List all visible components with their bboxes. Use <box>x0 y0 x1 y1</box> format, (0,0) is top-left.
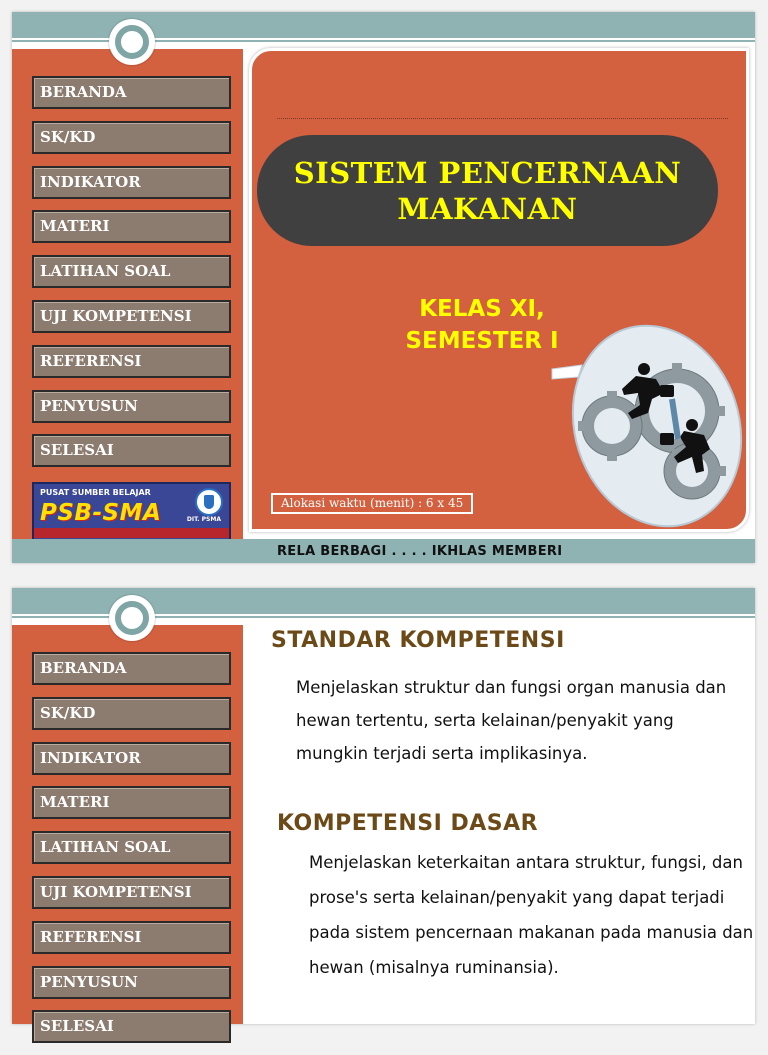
menu-skkd-button[interactable]: SK/KD <box>32 121 231 154</box>
logo-main-text: PSB-SMA <box>40 500 162 526</box>
menu-indikator-button[interactable]: INDIKATOR <box>32 166 231 199</box>
standar-kompetensi-text: Menjelaskan struktur dan fungsi organ manusia dan hewan tertentu, serta kelainan/penyakit yang mungkin terjadi serta implikasinya. <box>296 678 727 763</box>
menu-penyusun-button[interactable]: PENYUSUN <box>32 966 231 999</box>
menu-selesai-button[interactable]: SELESAI <box>32 434 231 467</box>
emblem-icon <box>195 488 223 516</box>
nav-menu <box>32 76 231 479</box>
kelas-line-1: KELAS XI, <box>419 296 545 322</box>
emblem-label: DIT. PSMA <box>186 516 221 523</box>
kompetensi-dasar-text: Menjelaskan keterkaitan antara struktur, fungsi, dan prose's serta kelainan/penyakit yang dapat terjadi pada sistem pencernaan makanan pada manusia dan hewan (misalnya ruminansia). <box>309 853 754 977</box>
title-line-2: MAKANAN <box>397 191 578 226</box>
menu-materi-button[interactable]: MATERI <box>32 786 231 819</box>
logo-top-text: PUSAT SUMBER BELAJAR <box>40 488 151 497</box>
menu-skkd-button[interactable]: SK/KD <box>32 697 231 730</box>
standar-kompetensi-heading: STANDAR KOMPETENSI <box>271 628 565 653</box>
menu-referensi-button[interactable]: REFERENSI <box>32 921 231 954</box>
title-banner <box>257 135 718 246</box>
menu-latihan-soal-button[interactable]: LATIHAN SOAL <box>32 831 231 864</box>
sidebar <box>12 625 243 1036</box>
page-title <box>294 155 682 227</box>
title-card <box>249 48 749 532</box>
menu-materi-button[interactable]: MATERI <box>32 210 231 243</box>
content-area <box>252 625 755 1024</box>
slide-title <box>12 12 755 563</box>
slide-sk-kd <box>12 588 755 1036</box>
menu-penyusun-button[interactable]: PENYUSUN <box>32 390 231 423</box>
ring-ornament-icon <box>109 19 155 65</box>
dotted-divider <box>277 118 728 119</box>
nav-menu <box>32 652 231 1055</box>
sidebar <box>12 49 243 539</box>
logo-stripe <box>34 528 229 538</box>
kompetensi-dasar-heading: KOMPETENSI DASAR <box>277 811 539 836</box>
ring-ornament-icon <box>109 595 155 641</box>
menu-beranda-button[interactable]: BERANDA <box>32 652 231 685</box>
time-allocation-label: Alokasi waktu (menit) : 6 x 45 <box>271 493 473 514</box>
menu-uji-kompetensi-button[interactable]: UJI KOMPETENSI <box>32 300 231 333</box>
menu-beranda-button[interactable]: BERANDA <box>32 76 231 109</box>
menu-uji-kompetensi-button[interactable]: UJI KOMPETENSI <box>32 876 231 909</box>
menu-selesai-button[interactable]: SELESAI <box>32 1010 231 1043</box>
footer-motto: RELA BERBAGI . . . . IKHLAS MEMBERI <box>277 544 563 559</box>
menu-indikator-button[interactable]: INDIKATOR <box>32 742 231 775</box>
footer-bar <box>12 539 755 563</box>
menu-referensi-button[interactable]: REFERENSI <box>32 345 231 378</box>
title-line-1: SISTEM PENCERNAAN <box>293 155 682 190</box>
menu-latihan-soal-button[interactable]: LATIHAN SOAL <box>32 255 231 288</box>
kelas-line-2: SEMESTER I <box>405 328 559 354</box>
gears-businessmen-illustration <box>552 321 742 531</box>
